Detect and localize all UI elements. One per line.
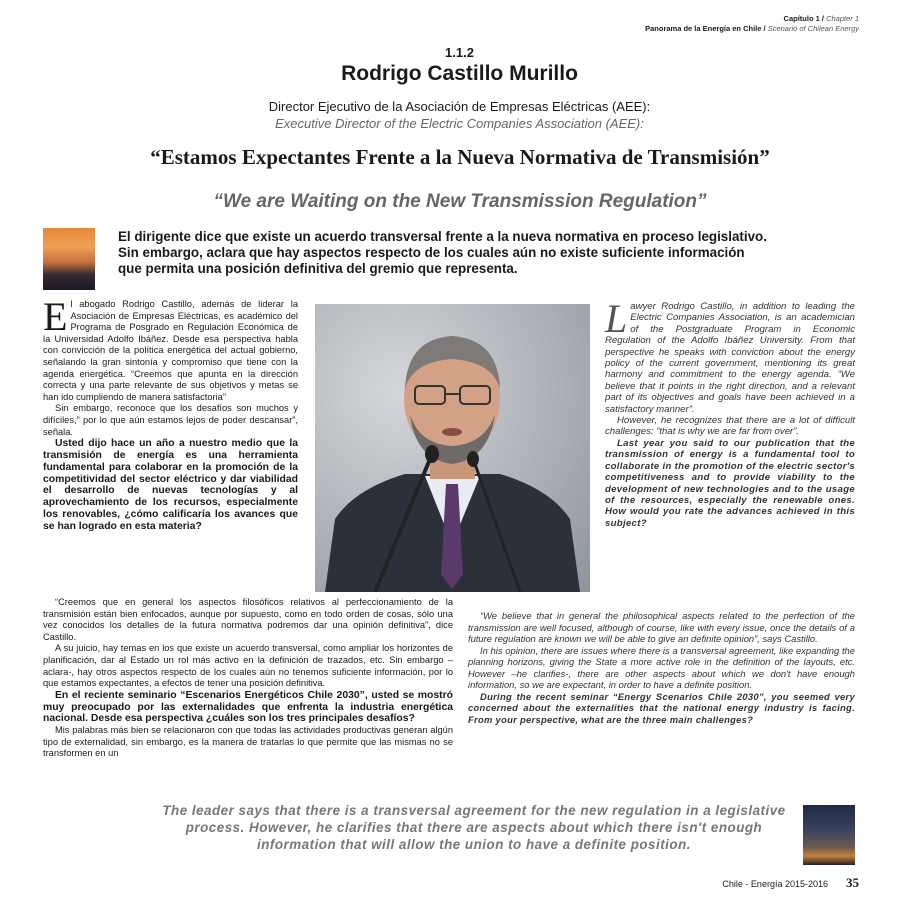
- paragraph: Sin embargo, reconoce que los desafíos son muchos y difíciles,” por lo que aún estamos lejos de poder descansar”, señala.: [43, 403, 298, 437]
- page-number: 35: [846, 875, 859, 890]
- interviewee-name: Rodrigo Castillo Murillo: [341, 62, 578, 85]
- english-column-wide: [468, 610, 855, 725]
- paragraph: Lawyer Rodrigo Castillo, in addition to leading the Electric Companies Association, is an academician of the Postgraduate Program in Economic Regulation of the Adolfo Ibáñez University. From that perspective he speaks with conviction about the energy policy of the current government, mentioning its great harmony and commitment to the energy agenda. “We believe that it points in the right direction, and a relevant part of its objectives and goals have been achieved in a satisfactory manner”.: [605, 296, 855, 415]
- spanish-column: [43, 294, 298, 533]
- article-title-english: “We are Waiting on the New Transmission Regulation”: [213, 191, 707, 212]
- lead-paragraph: El dirigente dice que existe un acuerdo transversal frente a la nueva normativa en proceso legislativo. Sin embargo, aclara que hay aspectos respecto de los cuales aún no existe suficiente información que permita una posición definitiva del gremio que representa.: [118, 229, 767, 276]
- interviewee-role: [0, 98, 919, 132]
- page-footer: [722, 875, 859, 891]
- paragraph: “Creemos que en general los aspectos filosóficos relativos al perfeccionamiento de la transmisión están bien enfocados, aunque por supuesto, como en todo orden de cosas, sólo una vez conocidos los detalles de la futura normativa podremos dar una opinión definitiva”, dice Castillo.: [43, 597, 453, 642]
- paragraph: However, he recognizes that there are a lot of difficult challenges: “that is why we are far from over”.: [605, 415, 855, 438]
- paragraph: El abogado Rodrigo Castillo, además de liderar la Asociación de Empresas Eléctricas, es académico del Programa de Posgrado en Regulación Económica de la Universidad Adolfo Ibáñez. Desde esa perspectiva habla con convicción de la política energética del actual gobierno, señalando la gran sintonía y compromiso que tiene con la agenda energética. “Creemos que apunta en la dirección correcta y una parte relevante de sus objetivos y metas se han ido cumpliendo de manera satisfactoria”: [43, 294, 298, 402]
- speaker-illustration: [315, 304, 590, 592]
- interview-question: During the recent seminar “Energy Scenarios Chile 2030”, you seemed very concerned about the externalities that the national energy industry is facing. From your perspective, what are the three main challenges?: [468, 690, 855, 725]
- pull-quote: The leader says that there is a transversal agreement for the new regulation in a legislative process. However, he clarifies that there are aspects about which there isn't enough information that will allow the union to have a definite position.: [162, 803, 786, 852]
- drop-cap: L: [605, 296, 628, 341]
- book-title-en: Scenario of Chilean Energy: [767, 24, 859, 33]
- interview-question: Last year you said to our publication that the transmission of energy is a fundamental tool to collaborate in the promotion of the electric sector's competitiveness and to provide viability to the development of new technologies and to the usage of the resources, especially the renewable ones. How would you rate the advances achieved in this subject?: [605, 437, 855, 529]
- spanish-column-wide: [43, 597, 453, 760]
- running-header: Capítulo 1 / Chapter 1 Panorama de la Energía en Chile / Scenario of Chilean Energy: [645, 14, 859, 33]
- speaker-photo: [315, 304, 590, 592]
- paragraph: “We believe that in general the philosophical aspects related to the perfection of the transmission are well focused, although of course, like with every issue, once the details of a future regulation are known we will be able to give an definite opinion”, says Castillo.: [468, 610, 855, 644]
- paragraph: A su juicio, hay temas en los que existe un acuerdo transversal, como ampliar los horizontes de planificación, dar al Estado un rol más activo en la definición de trazados, etc. Sin embargo –aclara-, hay otros aspectos respecto de los cuales aún no tenemos suficiente información, por lo que estamos expectantes, a efectos de tener una posición definitiva.: [43, 643, 453, 689]
- chapter-label: Capítulo 1: [783, 14, 820, 23]
- section-number: 1.1.2: [445, 45, 474, 60]
- paragraph: Mis palabras más bien se relacionaron con que todas las actividades productivas generan algún tipo de externalidad, sin embargo, es la manera de tratarlas lo que permite que las mismas no se transformen en un: [43, 725, 453, 759]
- interview-question: Usted dijo hace un año a nuestro medio que la transmisión de energía es una herramienta fundamental para colaborar en la promoción de la competitividad del sector eléctrico y dar viabilidad el desarrollo de nuevas tecnologías y al aprovechamiento de los recursos, especialmente los renovables, ¿cómo calificaría los avances que se han logrado en esta materia?: [43, 438, 298, 532]
- interview-question: En el reciente seminario “Escenarios Energéticos Chile 2030”, usted se mostró muy preocupado por las externalidades que enfrenta la industria energética nacional. Desde esa perspectiva ¿cuáles son los tres principales desafíos?: [43, 689, 453, 725]
- drop-cap: E: [43, 294, 68, 339]
- role-spanish: Director Ejecutivo de la Asociación de Empresas Eléctricas (AEE):: [268, 99, 651, 114]
- paragraph: In his opinion, there are issues where there is a transversal agreement, like expanding the planning horizons, giving the State a more active role in the definition of the layouts, etc. However –he clarifies-, there are other aspects about which we don't have enough information, so we are expectant, in order to have a definite position.: [468, 644, 855, 690]
- night-skyline-thumbnail: [803, 805, 855, 865]
- english-column: [605, 296, 855, 529]
- publication-name: Chile - Energía 2015-2016: [722, 879, 828, 889]
- role-english: Executive Director of the Electric Companies Association (AEE):: [275, 116, 644, 131]
- chapter-label-en: Chapter 1: [826, 14, 859, 23]
- book-title: Panorama de la Energía en Chile: [645, 24, 762, 33]
- sunset-thumbnail: [43, 228, 95, 290]
- article-title: “Estamos Expectantes Frente a la Nueva Normativa de Transmisión”: [150, 145, 770, 169]
